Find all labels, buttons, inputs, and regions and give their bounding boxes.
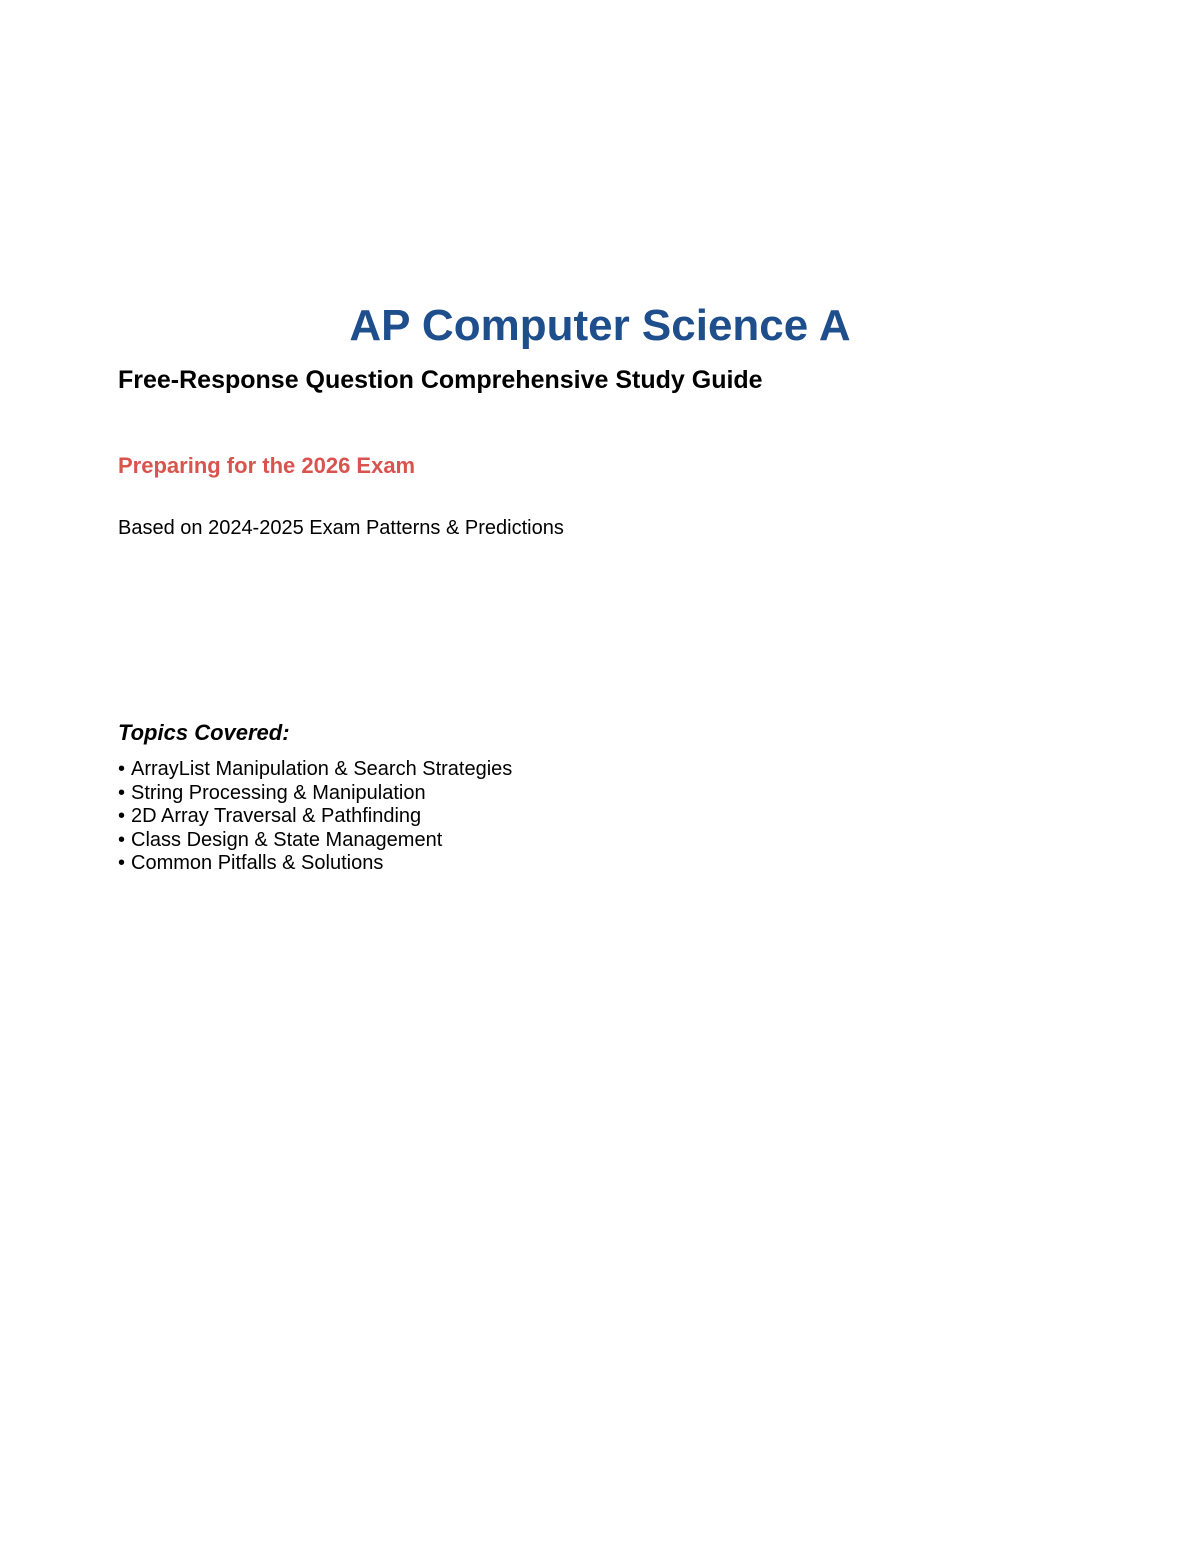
exam-year-heading: Preparing for the 2026 Exam <box>118 453 416 478</box>
bullet-icon: • <box>118 805 126 828</box>
page-title: AP Computer Science A <box>349 301 851 350</box>
topic-label: Class Design & State Management <box>131 828 443 851</box>
bullet-icon: • <box>118 758 126 780</box>
topics-list <box>118 758 512 876</box>
topic-label: ArrayList Manipulation & Search Strategies <box>131 758 513 780</box>
list-item <box>118 805 512 829</box>
topic-label: Common Pitfalls & Solutions <box>131 852 384 875</box>
topic-label: String Processing & Manipulation <box>131 781 426 804</box>
topics-heading: Topics Covered: <box>118 720 290 745</box>
bullet-icon: • <box>118 828 126 851</box>
based-on-text: Based on 2024-2025 Exam Patterns & Predictions <box>118 517 564 539</box>
bullet-icon: • <box>118 852 126 875</box>
bullet-icon: • <box>118 781 126 804</box>
topic-label: 2D Array Traversal & Pathfinding <box>131 805 422 828</box>
page-subtitle: Free-Response Question Comprehensive Study Guide <box>118 366 763 394</box>
list-item <box>118 758 512 782</box>
list-item <box>118 782 512 806</box>
list-item <box>118 829 512 853</box>
list-item <box>118 852 512 876</box>
